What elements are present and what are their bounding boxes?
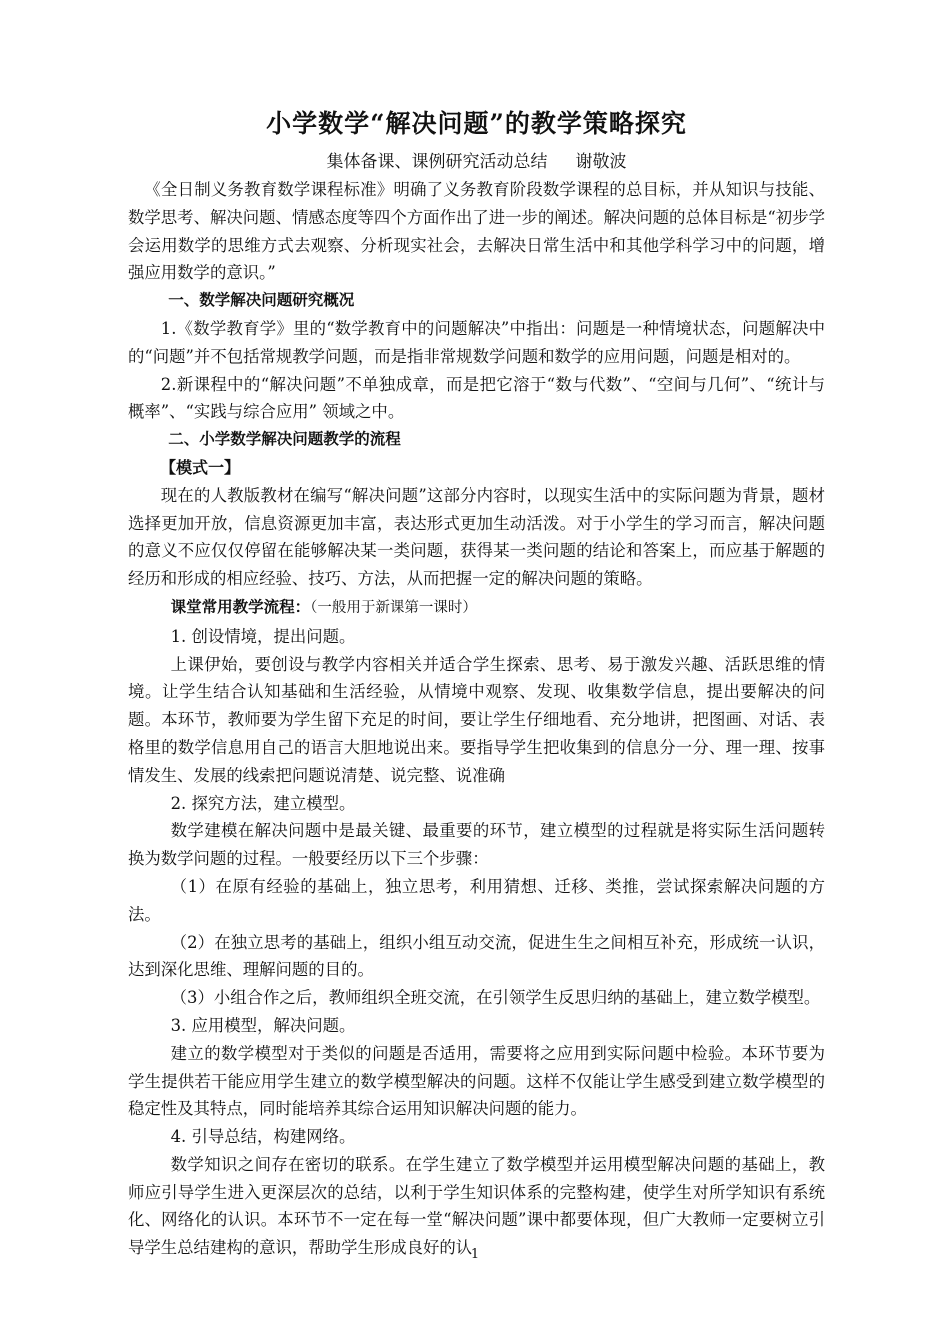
intro-paragraph: 《全日制义务教育数学课程标准》明确了义务教育阶段数学课程的总目标，并从知识与技能、数学思考、解决问题、情感态度等四个方面作出了进一步的阐述。解决问题的总体目标是“初步学会运用数学的思维方式去观察、分析现实社会，去解决日常生活中和其他学科学习中的问题，增强应用数学的意识。”	[128, 180, 825, 283]
step-4-paragraph: 数学知识之间存在密切的联系。在学生建立了数学模型并运用模型解决问题的基础上，教师应引导学生进入更深层次的总结，以利于学生知识体系的完整构建，使学生对所学知识有系统化、网络化的认识。本环节不一定在每一堂“解决问题”课中都要体现，但广大教师一定要树立引导学生总结建构的意识，帮助学生形成良好的认	[128, 1154, 825, 1258]
step-1-paragraph: 上课伊始，要创设与教学内容相关并适合学生探索、思考、易于激发兴趣、活跃思维的情境。让学生结合认知基础和生活经验，从情境中观察、发现、收集数学信息，提出要解决的问题。本环节，教师要为学生留下充足的时间，要让学生仔细地看、充分地讲，把图画、对话、表格里的数学信息用自己的语言大胆地说出来。要指导学生把收集到的信息分一分、理一理、按事情发生、发展的线索把问题说清楚、说完整、说准确	[128, 654, 825, 785]
step-4-heading: 4. 引导总结，构建网络。	[170, 1127, 356, 1147]
page-number: 1	[470, 1247, 480, 1262]
section-1-heading: 一、数学解决问题研究概况	[168, 291, 355, 310]
step-3-paragraph: 建立的数学模型对于类似的问题是否适用，需要将之应用到实际问题中检验。本环节要为学生提供若干能应用学生建立的数学模型解决的问题。这样不仅能让学生感受到建立数学模型的稳定性及其特点，同时能培养其综合运用知识解决问题的能力。	[128, 1043, 825, 1119]
section-1-paragraph-2: 2.新课程中的“解决问题”不单独成章，而是把它溶于“数与代数”、“空间与几何”、“统计与概率”、“实践与综合应用” 领域之中。	[128, 374, 825, 422]
step-2-item-2: （2）在独立思考的基础上，组织小组互动交流，促进生生之间相互补充，形成统一认识，达到深化思维、理解问题的目的。	[128, 932, 825, 980]
process-line	[128, 593, 825, 623]
step-2-item-1: （1）在原有经验的基础上，独立思考，利用猜想、迁移、类推，尝试探索解决问题的方法。	[128, 876, 825, 924]
document-subtitle	[128, 148, 825, 176]
section-2-heading: 二、小学数学解决问题教学的流程	[168, 430, 401, 449]
step-3-heading: 3. 应用模型，解决问题。	[170, 1015, 356, 1035]
subtitle-text: 集体备课、课例研究活动总结	[326, 152, 548, 172]
document-page	[128, 100, 825, 1262]
step-2-paragraph: 数学建模在解决问题中是最关键、最重要的环节，建立模型的过程就是将实际生活问题转换为数学问题的过程。一般要经历以下三个步骤：	[128, 821, 825, 869]
document-title: 小学数学“解决问题”的教学策略探究	[266, 109, 687, 138]
process-label: 课堂常用教学流程：	[170, 597, 311, 616]
step-1-heading: 1. 创设情境，提出问题。	[170, 626, 356, 646]
author-name: 谢敬波	[575, 152, 627, 172]
mode-1-heading: 【模式一】	[160, 457, 241, 477]
step-2-item-3: （3）小组合作之后，教师组织全班交流，在引领学生反思归纳的基础上，建立数学模型。	[170, 988, 821, 1008]
section-1-paragraph-1: 1.《数学教育学》里的“数学教育中的问题解决”中指出：问题是一种情境状态，问题解决中的“问题”并不包括常规教学问题，而是指非常规数学问题和数学的应用问题，问题是相对的。	[128, 318, 825, 366]
step-2-heading: 2. 探究方法，建立模型。	[170, 793, 356, 813]
process-note: （一般用于新课第一课时）	[310, 599, 477, 616]
mode-1-paragraph: 现在的人教版教材在编写“解决问题”这部分内容时，以现实生活中的实际问题为背景，题材选择更加开放，信息资源更加丰富，表达形式更加生动活泼。对于小学生的学习而言，解决问题的意义不应仅仅停留在能够解决某一类问题，获得某一类问题的结论和答案上，而应基于解题的经历和形成的相应经验、技巧、方法，从而把握一定的解决问题的策略。	[128, 485, 825, 589]
